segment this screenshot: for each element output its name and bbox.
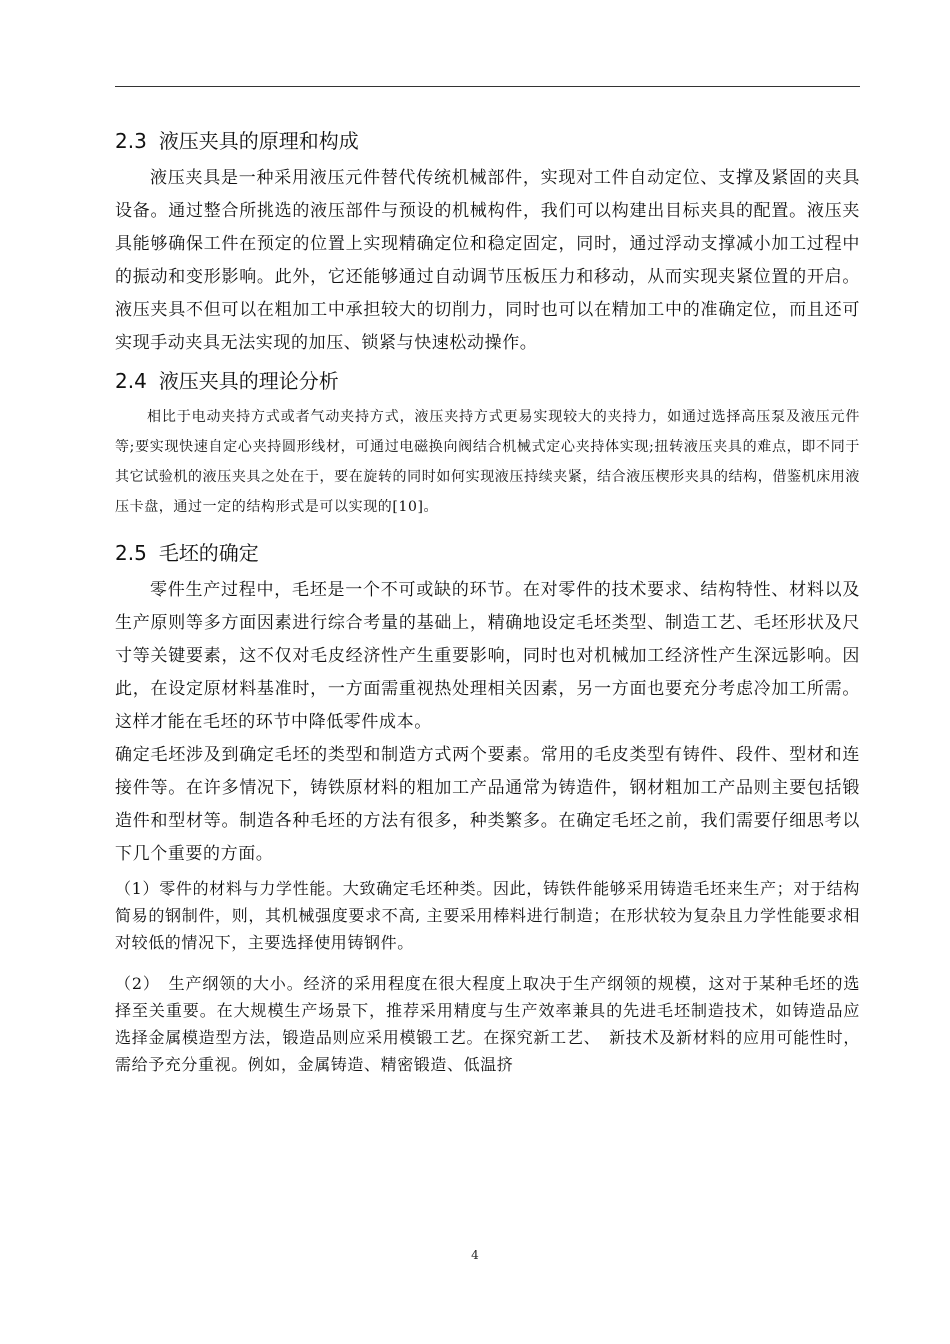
header-rule: [115, 86, 860, 87]
paragraph: 液压夹具是一种采用液压元件替代传统机械部件，实现对工件自动定位、支撑及紧固的夹具设备。通过整合所挑选的液压部件与预设的机械构件，我们可以构建出目标夹具的配置。液压夹具能够确保工件在预定的位置上实现精确定位和稳定固定，同时，通过浮动支撑减小加工过程中的振动和变形影响。此外，它还能够通过自动调节压板压力和移动，从而实现夹紧位置的开启。液压夹具不但可以在粗加工中承担较大的切削力，同时也可以在精加工中的准确定位，而且还可实现手动夹具无法实现的加压、锁紧与快速松动操作。: [115, 168, 860, 353]
section-title: 液压夹具的理论分析: [158, 369, 339, 393]
page-number: 4: [471, 1248, 479, 1262]
section-title: 毛坯的确定: [158, 541, 259, 565]
paragraph: 相比于电动夹持方式或者气动夹持方式，液压夹持方式更易实现较大的夹持力，如通过选择高压泵及液压元件等;要实现快速自定心夹持圆形线材，可通过电磁换向阀结合机械式定心夹持体实现;扭转液压夹具的难点，即不同于其它试验机的液压夹具之处在于，要在旋转的同时如何实现液压持续夹紧，结合液压楔形夹具的结构，借鉴机床用液压卡盘，通过一定的结构形式是可以实现的[10]。: [115, 409, 860, 515]
paragraph: 确定毛坯涉及到确定毛坯的类型和制造方式两个要素。常用的毛皮类型有铸件、段件、型材和连接件等。在许多情况下，铸铁原材料的粗加工产品通常为铸造件，钢材粗加工产品则主要包括锻造件和型材等。制造各种毛坯的方法有很多，种类繁多。在确定毛坯之前，我们需要仔细思考以下几个重要的方面。: [115, 745, 860, 864]
section-heading-2-4: [115, 364, 860, 398]
section-number: 2.4: [115, 369, 147, 393]
page-content: [115, 124, 860, 1078]
section-heading-2-3: [115, 124, 860, 158]
paragraph: 零件生产过程中，毛坯是一个不可或缺的环节。在对零件的技术要求、结构特性、材料以及生产原则等多方面因素进行综合考量的基础上，精确地设定毛坯类型、制造工艺、毛坯形状及尺寸等关键要素，这不仅对毛皮经济性产生重要影响，同时也对机械加工经济性产生深远影响。因此，在设定原材料基准时，一方面需重视热处理相关因素，另一方面也要充分考虑冷加工所需。这样才能在毛坯的环节中降低零件成本。: [115, 580, 860, 732]
list-item: （2） 生产纲领的大小。经济的采用程度在很大程度上取决于生产纲领的规模，这对于某种毛坯的选择至关重要。在大规模生产场景下，推荐采用精度与生产效率兼具的先进毛坯制造技术，如铸造品应选择金属模造型方法，锻造品则应采用模锻工艺。在探究新工艺、 新技术及新材料的应用可能性时，需给予充分重视。例如，金属铸造、精密锻造、低温挤: [115, 974, 860, 1074]
section-heading-2-5: [115, 536, 860, 570]
section-number: 2.3: [115, 129, 147, 153]
section-number: 2.5: [115, 541, 147, 565]
list-item: （1）零件的材料与力学性能。大致确定毛坯种类。因此，铸铁件能够采用铸造毛坯来生产；对于结构简易的钢制件，则，其机械强度要求不高, 主要采用棒料进行制造；在形状较为复杂且力学性能要求相对较低的情况下，主要选择使用铸钢件。: [115, 879, 860, 952]
section-title: 液压夹具的原理和构成: [158, 129, 359, 153]
